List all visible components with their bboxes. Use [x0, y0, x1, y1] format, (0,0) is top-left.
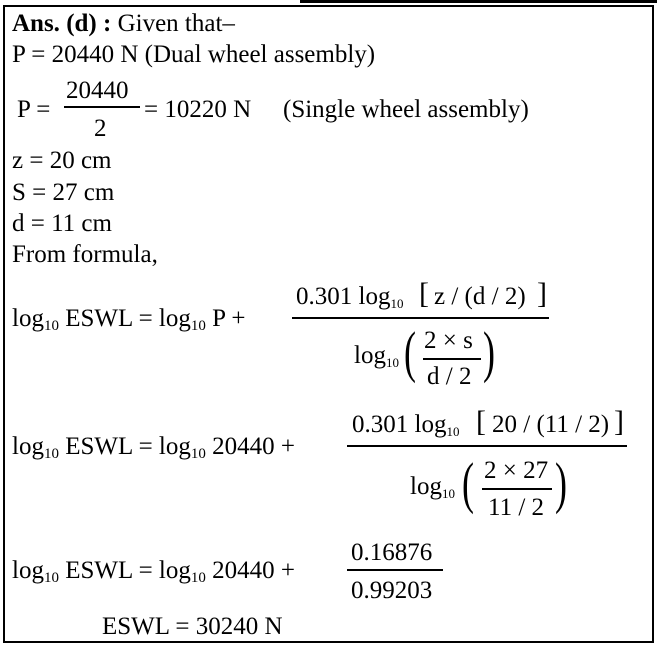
eq1-numerator: 0.301 $\log_{10}$ — [296, 283, 404, 311]
ans-intro: Given that– — [117, 10, 235, 37]
top-rule — [300, 0, 657, 3]
eq2-left-paren: ( — [462, 451, 474, 515]
eq2-right-bracket: ] — [614, 405, 624, 438]
eq2-right-paren: ) — [555, 451, 567, 515]
eq3-lhs: $\log_{10}$ ESWL = $\log_{10} 20440$ + — [12, 557, 295, 586]
eq2-inner-bar — [482, 488, 552, 490]
p-single-denominator: 2 — [94, 115, 107, 142]
eq2-den-den: 11 / 2 — [488, 494, 545, 521]
eq1-den-num: 2 × s — [424, 327, 473, 354]
eq2-numerator: 0.301 $\log_{10}$ — [352, 411, 460, 439]
eq3-fraction-bar — [347, 569, 443, 571]
eq2-lhs: $\log_{10}$ ESWL = $\log_{10} 20440$ + — [12, 433, 295, 462]
answer-heading — [12, 11, 235, 36]
eq1-lhs: $\log_{10}$ ESWL = $\log_{10} P$ + — [12, 305, 246, 334]
eq3-denominator: 0.99203 — [351, 577, 433, 604]
eq1-fraction-bar — [292, 317, 549, 319]
z-line: z = 20 cm — [12, 147, 112, 174]
eq1-right-paren: ) — [483, 320, 495, 384]
eq2-den-num: 2 × 27 — [484, 457, 549, 484]
p-single-rhs: = 10220 N — [144, 96, 252, 123]
eq1-inner-bar — [423, 358, 481, 360]
eq2-fraction-bar — [347, 445, 627, 447]
p-dual-line: P = 20440 N (Dual wheel assembly) — [12, 41, 376, 68]
eq1-num-arg: z / (d / 2) — [434, 283, 526, 310]
eq1-den-log: $\log_{10}$ — [354, 342, 399, 370]
eq3-numerator: 0.16876 — [351, 539, 433, 566]
p-single-numerator: 20440 — [66, 77, 129, 104]
eq1-left-paren: ( — [404, 320, 416, 384]
p-single-fraction-bar — [64, 106, 140, 108]
p-single-note: (Single wheel assembly) — [283, 96, 529, 123]
d-line: d = 11 cm — [12, 210, 112, 237]
eq1-left-bracket: [ — [419, 277, 429, 310]
eq2-den-log: $\log_{10}$ — [410, 473, 455, 501]
eq2-num-arg: 20 / (11 / 2) — [492, 411, 610, 438]
eq2-left-bracket: [ — [476, 405, 486, 438]
eq1-right-bracket: ] — [537, 277, 547, 310]
p-single-lhs: P = — [17, 96, 51, 123]
ans-option: (d) : — [66, 10, 112, 37]
result-line: ESWL = 30240 N — [102, 613, 283, 640]
ans-label: Ans. — [12, 10, 60, 37]
s-line: S = 27 cm — [12, 179, 115, 206]
formula-line: From formula, — [12, 241, 158, 268]
eq1-den-den: d / 2 — [427, 363, 472, 390]
